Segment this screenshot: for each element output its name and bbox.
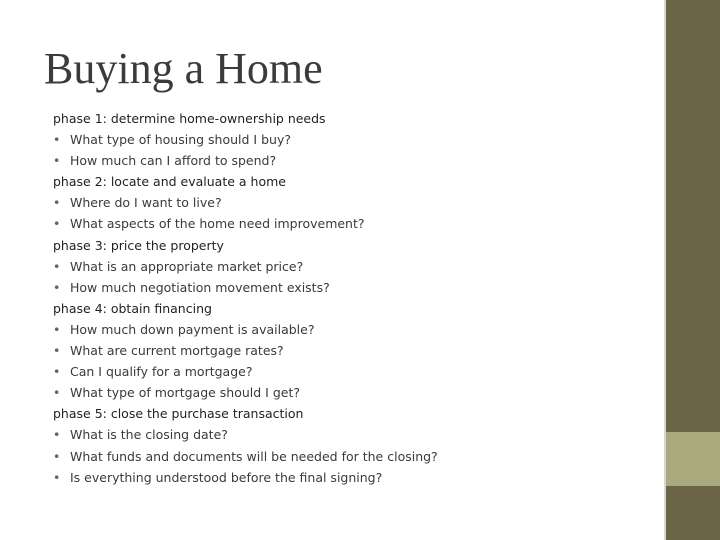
phase-bullet-item [53, 424, 653, 445]
bullet-text: What funds and documents will be needed for the closing? [70, 448, 438, 464]
bullet-text: How much negotiation movement exists? [70, 279, 330, 295]
phase-bullet-item [53, 256, 653, 277]
bullet-glyph: • [53, 132, 61, 148]
bullet-glyph: • [53, 258, 61, 274]
bullet-glyph: • [53, 216, 61, 232]
sidebar-dark-block-bottom [666, 486, 720, 540]
phase-bullet-item [53, 382, 653, 403]
bullet-text: Where do I want to live? [70, 195, 222, 211]
bullet-glyph: • [53, 279, 61, 295]
bullet-glyph: • [53, 343, 61, 359]
phase-bullet-item [53, 150, 653, 171]
phase-bullet-item [53, 129, 653, 150]
phase-bullet-item [53, 446, 653, 467]
bullet-glyph: • [53, 321, 61, 337]
bullet-text: What type of housing should I buy? [70, 132, 291, 148]
sidebar-dark-block-top [666, 0, 720, 432]
phase-heading: phase 5: close the purchase transaction [53, 406, 304, 422]
phase-bullet-item [53, 467, 653, 488]
bullet-text: What is the closing date? [70, 427, 228, 443]
bullet-glyph: • [53, 469, 61, 485]
bullet-glyph: • [53, 153, 61, 169]
phase-bullet-item [53, 277, 653, 298]
bullet-text: Is everything understood before the final signing? [70, 469, 383, 485]
bullet-text: How much down payment is available? [70, 321, 315, 337]
bullet-glyph: • [53, 448, 61, 464]
bullet-glyph: • [53, 427, 61, 443]
phase-bullet-item [53, 361, 653, 382]
phase-heading: phase 4: obtain financing [53, 300, 212, 316]
phase-heading: phase 1: determine home-ownership needs [53, 111, 326, 126]
bullet-text: How much can I afford to spend? [70, 153, 277, 169]
bullet-text: What type of mortgage should I get? [70, 385, 300, 401]
bullet-text: Can I qualify for a mortgage? [70, 364, 253, 380]
slide-title: Buying a Home [44, 44, 323, 93]
phase-bullet-item [53, 213, 653, 234]
phase-heading: phase 3: price the property [53, 237, 224, 253]
bullet-text: What are current mortgage rates? [70, 343, 284, 359]
bullet-glyph: • [53, 385, 61, 401]
phase-bullet-item [53, 192, 653, 213]
sidebar-accent-block [666, 432, 720, 486]
phase-bullet-item [53, 319, 653, 340]
bullet-glyph: • [53, 364, 61, 380]
bullet-text: What aspects of the home need improvement? [70, 216, 365, 232]
phase-list [53, 108, 653, 488]
phase-heading: phase 2: locate and evaluate a home [53, 174, 286, 190]
bullet-text: What is an appropriate market price? [70, 258, 304, 274]
bullet-glyph: • [53, 195, 61, 211]
phase-bullet-item [53, 340, 653, 361]
